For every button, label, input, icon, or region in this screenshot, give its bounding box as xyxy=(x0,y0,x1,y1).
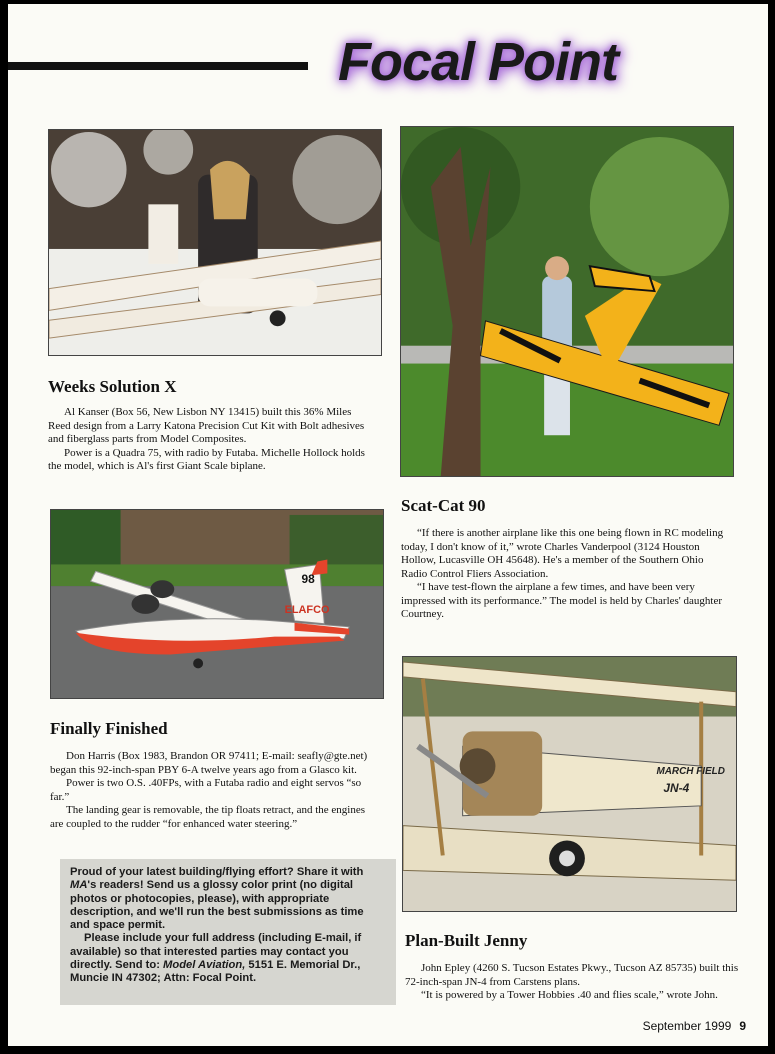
paragraph: “If there is another airplane like this one being flown in RC modeling today, I don't know of it,” wrote Charles Vanderpool (3124 Houston Hollow, Lucasville OH 45648). He's a member of the Southern Ohio Radio Control Fliers Association. xyxy=(401,527,724,580)
paragraph: Power is two O.S. .40FPs, with a Futaba radio and eight servos “so far.” xyxy=(50,777,362,803)
submission-callout xyxy=(60,859,396,1005)
article-scat-cat xyxy=(401,527,731,622)
jenny-code-text: JN-4 xyxy=(663,780,690,795)
callout-paragraph: Proud of your latest building/flying effort? Share it with MA's readers! Send us a glossy color print (no digital photos or photocopies, please), with appropriate description, and we'll run the best submissions as time and space permit. xyxy=(70,866,364,932)
section-title: Focal Point xyxy=(338,32,619,92)
paragraph: Don Harris (Box 1983, Brandon OR 97411; E-mail: seafly@gte.net) began this 92-inch-span PBY 6-A twelve years ago from a Glasco kit. xyxy=(50,750,368,776)
headline-weeks: Weeks Solution X xyxy=(48,377,177,396)
paragraph: Al Kanser (Box 56, New Lisbon NY 13415) built this 36% Miles Reed design from a Larry Katona Precision Cut Kit with Bolt adhesives and fiberglass parts from Model Composites. xyxy=(48,406,365,445)
headline-finished: Finally Finished xyxy=(50,719,168,738)
photo-pby xyxy=(50,509,384,699)
paragraph: “It is powered by a Tower Hobbies .40 and flies scale,” wrote John. xyxy=(421,989,718,1001)
paragraph: “I have test-flown the airplane a few times, and have been very impressed with its performance.” The model is held by Charles' daughter Courtney. xyxy=(401,581,722,620)
article-jenny xyxy=(405,962,747,1003)
paragraph: Power is a Quadra 75, with radio by Futaba. Michelle Hollock holds the model, which is Al's first Giant Scale biplane. xyxy=(48,446,365,472)
photo-scat-cat xyxy=(400,126,734,477)
paragraph: John Epley (4260 S. Tucson Estates Pkwy., Tucson AZ 85735) built this 72-inch-span JN-4 from Carstens plans. xyxy=(405,962,739,988)
page-folio xyxy=(643,1019,746,1033)
issue-date: September 1999 xyxy=(642,1019,732,1033)
photo-weeks-solution-x xyxy=(48,129,382,356)
magazine-page xyxy=(8,4,768,1046)
fuselage-mark-text: ELAFCO xyxy=(284,603,330,616)
article-weeks xyxy=(48,406,370,474)
article-finished xyxy=(50,750,380,831)
headline-scat-cat: Scat-Cat 90 xyxy=(401,496,486,515)
jenny-mark-text: MARCH FIELD xyxy=(656,766,725,778)
header-rule xyxy=(8,62,308,70)
headline-jenny: Plan-Built Jenny xyxy=(405,931,528,950)
magazine-name: Model Aviation, xyxy=(163,959,246,972)
page-number: 9 xyxy=(739,1019,746,1033)
tail-number-text: 98 xyxy=(301,572,315,587)
magazine-abbrev: MA xyxy=(70,879,88,892)
photo-jenny xyxy=(402,656,737,912)
callout-paragraph: Please include your full address (including E-mail, if available) so that interested parties may contact you directly. Send to: Model Aviation, 5151 E. Memorial Dr., Muncie IN 47302; Attn: Focal Point. xyxy=(70,932,362,985)
paragraph: The landing gear is removable, the tip floats retract, and the engines are coupled to the rudder “for enhanced water steering.” xyxy=(50,804,366,830)
